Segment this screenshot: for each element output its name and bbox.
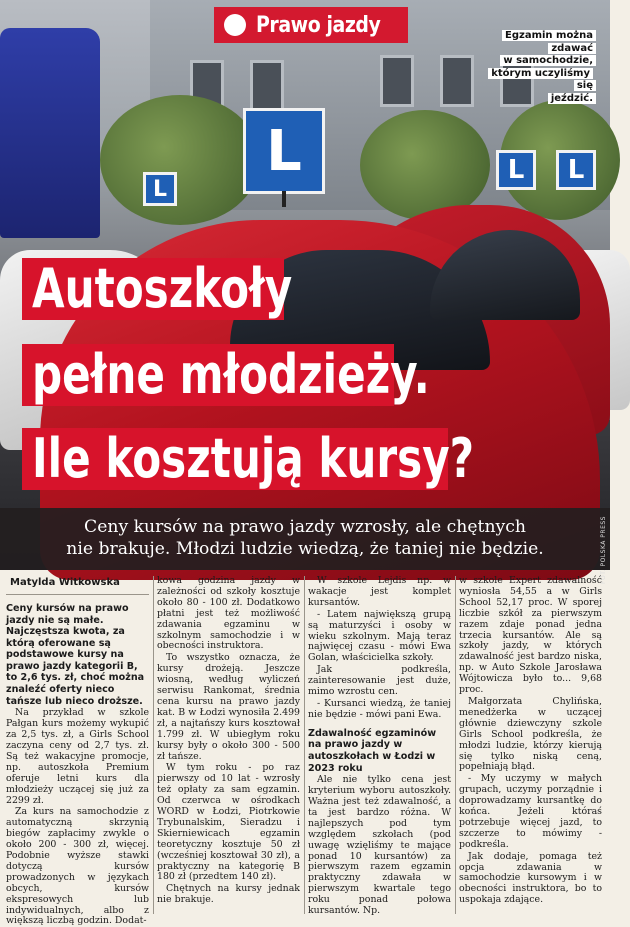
lead-line: nie brakuje. Młodzi ludzie wiedzą, że taniej nie będzie.	[66, 539, 544, 559]
window	[250, 60, 284, 112]
paragraph: Jak podkreśla, zainteresowanie jest duże, mimo wzrostu cen.	[308, 664, 451, 698]
l-sign	[496, 150, 536, 190]
sign-pole	[282, 191, 286, 207]
caption-line: w samochodzie,	[500, 55, 596, 66]
section-rubric	[214, 7, 408, 43]
paragraph: - Latem największą grupą są maturzyści i osoby w wieku szkolnym. Mają teraz najwięcej czasu - mówi Ewa Golan, właścicielka szkoły.	[308, 608, 451, 664]
rubric-label: Prawo jazdy	[256, 12, 381, 38]
lead-line: Ceny kursów na prawo jazdy wzrosły, ale chętnych	[84, 517, 526, 537]
caption-line: jeździć.	[548, 93, 596, 104]
paragraph: - Kursanci wiedzą, że taniej nie będzie - mówi pani Ewa.	[308, 697, 451, 720]
paragraph: Jak dodaje, pomaga też opcja zdawania w samochodzie kursowym i w obecności instruktora, bo to uspokaja zdające.	[459, 850, 602, 906]
headline-text: Ile kosztują kursy?	[32, 427, 475, 490]
photo-caption	[474, 30, 596, 105]
photo-credit: FOT. POLSKA PRESS	[600, 516, 607, 584]
paragraph: - My uczymy w małych grupach, uczymy porządnie i doprowadzamy kursantkę do końca. Jeżeli któraś potrzebuje więcej jazd, to szczerze to mówimy - podkreśla.	[459, 773, 602, 850]
headline-line-2	[22, 343, 430, 406]
subheading: Zdawalność egzaminów na prawo jazdy w autoszkołach w Łodzi w 2023 roku	[308, 727, 437, 774]
article-body	[6, 575, 606, 927]
column-1	[6, 576, 149, 927]
paragraph: W tym roku - po raz pierwszy od 10 lat - wzrosły też opłaty za sam egzamin. Od czerwca w ośrodkach WORD w Łodzi, Piotrkowie Trybunalskim, Sieradzu i Skierniewicach egzamin teoretyczny kosztuje 50 zł (wcześniej kosztował 30 zł), a praktyczny na kategorię B 180 zł (przedtem 140 zł).	[157, 762, 300, 883]
lead-paragraph	[0, 508, 610, 570]
column-divider	[304, 576, 305, 914]
l-sign-letter: L	[507, 155, 525, 185]
headline-line-1	[22, 257, 293, 320]
column-divider	[455, 576, 456, 914]
rubric-dot-icon	[224, 14, 246, 36]
l-sign	[556, 150, 596, 190]
paragraph: To wszystko oznacza, że kursy drożeją. Jeszcze wiosną, według wyliczeń serwisu Rankomat, średnia cena kursu na prawo jazdy kat. B w Łodzi wynosiła 2.499 zł, a najtańszy kurs kosztował 1.799 zł. W ubiegłym roku kursy były o około 300 - 500 zł tańsze.	[157, 652, 300, 762]
window	[380, 55, 414, 107]
column-4	[459, 576, 602, 914]
paragraph: Na przykład w szkole Pałgan kurs możemy wykupić za 2,5 tys. zł, a Girls School zaczyna ceny od 2,7 tys. zł. Są też wakacyjne promocje, np. autoszkoła Premium oferuje letni kurs dla młodzieży uczącej się już za 2299 zł.	[6, 707, 149, 806]
caption-line: Egzamin można zdawać	[502, 30, 596, 54]
tree	[360, 110, 490, 220]
column-divider	[153, 576, 154, 914]
l-sign	[143, 172, 177, 206]
headline-text: pełne młodzieży.	[32, 343, 430, 406]
paragraph: kowa godzina jazdy w zależności od szkoły kosztuje około 80 - 100 zł. Dodatkowo płatni jest też możliwość zdawania egzaminu w szkolnym samochodzie i w obecności instruktora.	[157, 575, 300, 652]
headline-text: Autoszkoły	[32, 257, 293, 320]
paragraph: Za kurs na samochodzie z automatyczną skrzynią biegów zapłacimy zwykle o około 200 - 300 zł, więcej. Podobnie wyższe stawki dotyczą kursów prowadzonych w językach obcych, kursów ekspresowych lub indywidualnych, albo z większą liczbą godzin. Dodat-	[6, 806, 149, 927]
bus	[0, 28, 100, 238]
paragraph: W szkole Lejdis np. w wakacje jest komplet kursantów.	[308, 575, 451, 608]
intro-paragraph: Ceny kursów na prawo jazdy nie są małe. Najczęstsza kwota, za którą oferowane są podstawowe kursy na prawo jazdy kategorii B, to 2,6 tys. zł, choć można znaleźć oferty nieco tańsze lub nieco droższe.	[6, 602, 145, 707]
author-byline: Matylda Witkowska	[6, 576, 149, 595]
paragraph: Chętnych na kursy jednak nie brakuje.	[157, 883, 300, 906]
l-sign	[243, 108, 325, 194]
column-2	[157, 576, 300, 914]
tree	[100, 95, 260, 225]
paragraph: w szkole Expert zdawalność wyniosła 54,55 a w Girls School 52,17 proc. W sporej liczbie szkół za pierwszym razem zdaje ponad jedna trzecia kursantów. Ale są szkoły jazdy, w których zdawalność jest bardzo niska, np. w Auto Szkole Jarosława Wójtowicza było to... 9,68 proc.	[459, 575, 602, 696]
caption-line: którym uczyliśmy się	[488, 68, 596, 92]
paragraph: Ale nie tylko cena jest kryterium wyboru autoszkoły. Ważna jest też zdawalność, a ta jest bardzo różna. W najlepszych pod tym względem szkołach (pod uwagę wzięliśmy te mające ponad 10 kursantów) za pierwszym razem egzamin praktyczny zdawała w pierwszym kwartale tego roku ponad połowa kursantów. Np.	[308, 774, 451, 917]
l-sign-letter: L	[152, 176, 168, 202]
l-sign-letter: L	[266, 118, 302, 184]
headline-line-3	[22, 427, 475, 490]
window	[440, 55, 474, 107]
l-sign-letter: L	[567, 155, 585, 185]
paragraph: Małgorzata Chylińska, menedżerka w uczącej głównie dziewczyny szkole Girls School podkreśla, że młodzi ludzie, którzy kierują się tylko niską ceną, popełniają błąd.	[459, 695, 602, 773]
column-3	[308, 575, 451, 917]
